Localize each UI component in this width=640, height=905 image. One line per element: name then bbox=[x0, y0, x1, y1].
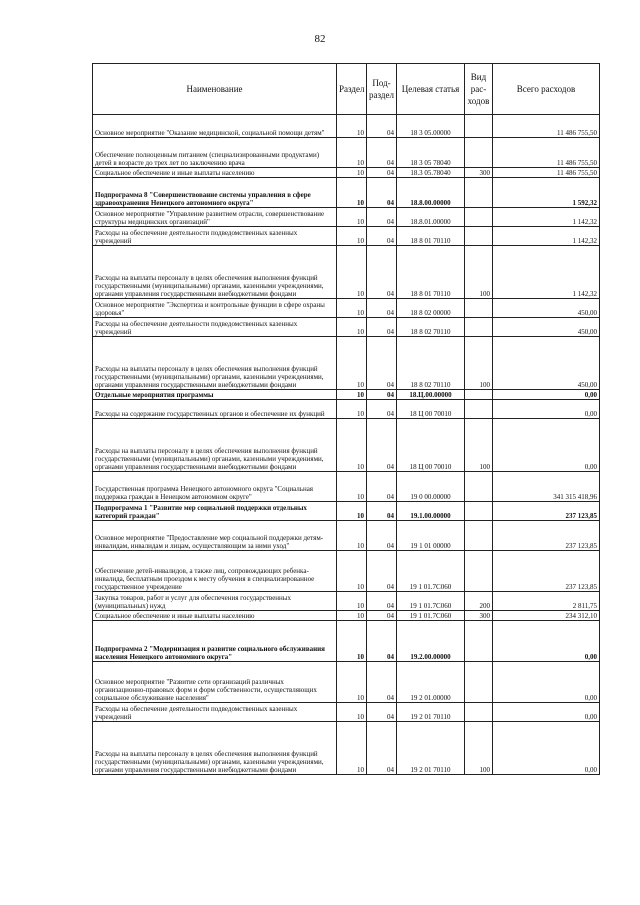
table-row bbox=[93, 168, 600, 178]
cell-subsection: 04 bbox=[367, 246, 397, 299]
cell-type bbox=[465, 662, 493, 703]
cell-section: 10 bbox=[337, 178, 367, 208]
cell-name: Государственная программа Ненецкого автономного округа "Социальная поддержка граждан в Ненецком автономном округе" bbox=[93, 472, 337, 502]
cell-target: 19 1 01.7C060 bbox=[397, 611, 465, 621]
cell-total: 237 123,85 bbox=[493, 551, 600, 592]
table-row bbox=[93, 592, 600, 611]
cell-subsection: 04 bbox=[367, 502, 397, 521]
cell-total: 0,00 bbox=[493, 621, 600, 662]
cell-type bbox=[465, 551, 493, 592]
header-total: Всего расходов bbox=[493, 64, 600, 115]
cell-section: 10 bbox=[337, 337, 367, 390]
cell-section: 10 bbox=[337, 551, 367, 592]
page-number: 82 bbox=[314, 33, 326, 45]
cell-section: 10 bbox=[337, 318, 367, 337]
cell-type bbox=[465, 138, 493, 168]
cell-total: 341 315 418,96 bbox=[493, 472, 600, 502]
cell-total: 2 811,75 bbox=[493, 592, 600, 611]
cell-subsection: 04 bbox=[367, 390, 397, 400]
cell-name: Подпрограмма 8 "Совершенствование системы управления в сфере здравоохранения Ненецкого автономного округа" bbox=[93, 178, 337, 208]
cell-name: Расходы на содержание государственных органов и обеспечение их функций bbox=[93, 400, 337, 419]
cell-section: 10 bbox=[337, 227, 367, 246]
cell-subsection: 04 bbox=[367, 521, 397, 551]
cell-type: 100 bbox=[465, 419, 493, 472]
cell-total: 1 142,32 bbox=[493, 227, 600, 246]
cell-total: 237 123,85 bbox=[493, 502, 600, 521]
cell-section: 10 bbox=[337, 621, 367, 662]
table-row bbox=[93, 662, 600, 703]
cell-type bbox=[465, 299, 493, 318]
cell-section: 10 bbox=[337, 168, 367, 178]
cell-name: Основное мероприятие "Развитие сети организаций различных организационно-правовых форм и форм собственности, осуществляющих социальное обслуживание населения" bbox=[93, 662, 337, 703]
table-row bbox=[93, 178, 600, 208]
cell-target: 18 8 02 70110 bbox=[397, 318, 465, 337]
table-row bbox=[93, 551, 600, 592]
cell-total: 450,00 bbox=[493, 337, 600, 390]
cell-type: 100 bbox=[465, 722, 493, 775]
table-row bbox=[93, 246, 600, 299]
cell-total: 11 486 755,50 bbox=[493, 115, 600, 138]
header-section: Раздел bbox=[337, 64, 367, 115]
cell-name: Расходы на выплаты персоналу в целях обеспечения выполнения функций государственными (муниципальными) органами, казенными учреждениями, органами управления государственными внебюджетными фондами bbox=[93, 419, 337, 472]
header-type: Вид рас-ходов bbox=[465, 64, 493, 115]
cell-type bbox=[465, 703, 493, 722]
table-row bbox=[93, 227, 600, 246]
cell-type bbox=[465, 621, 493, 662]
cell-subsection: 04 bbox=[367, 115, 397, 138]
cell-total: 234 312,10 bbox=[493, 611, 600, 621]
cell-target: 18 3 05 78040 bbox=[397, 138, 465, 168]
cell-total: 450,00 bbox=[493, 299, 600, 318]
table-row bbox=[93, 208, 600, 227]
cell-type: 300 bbox=[465, 611, 493, 621]
cell-name: Расходы на выплаты персоналу в целях обеспечения выполнения функций государственными (муниципальными) органами, казенными учреждениями, органами управления государственными внебюджетными фондами bbox=[93, 722, 337, 775]
budget-table bbox=[92, 63, 600, 775]
cell-section: 10 bbox=[337, 662, 367, 703]
cell-type bbox=[465, 115, 493, 138]
table-row bbox=[93, 703, 600, 722]
cell-target: 18.3 05.78040 bbox=[397, 168, 465, 178]
cell-type: 200 bbox=[465, 592, 493, 611]
cell-subsection: 04 bbox=[367, 208, 397, 227]
cell-type bbox=[465, 390, 493, 400]
cell-total: 0,00 bbox=[493, 722, 600, 775]
cell-type bbox=[465, 521, 493, 551]
cell-total: 11 486 755,50 bbox=[493, 168, 600, 178]
cell-target: 18 Ц 00 70010 bbox=[397, 400, 465, 419]
cell-type bbox=[465, 318, 493, 337]
cell-section: 10 bbox=[337, 246, 367, 299]
table-row bbox=[93, 299, 600, 318]
cell-type bbox=[465, 472, 493, 502]
cell-type bbox=[465, 208, 493, 227]
cell-subsection: 04 bbox=[367, 299, 397, 318]
cell-subsection: 04 bbox=[367, 662, 397, 703]
cell-target: 19 2 01.00000 bbox=[397, 662, 465, 703]
cell-name: Расходы на выплаты персоналу в целях обеспечения выполнения функций государственными (муниципальными) органами, казенными учреждениями, органами управления государственными внебюджетными фондами bbox=[93, 246, 337, 299]
cell-subsection: 04 bbox=[367, 318, 397, 337]
table-header-row bbox=[93, 64, 600, 115]
cell-section: 10 bbox=[337, 472, 367, 502]
cell-target: 19.2.00.00000 bbox=[397, 621, 465, 662]
cell-target: 19 2 01 70110 bbox=[397, 703, 465, 722]
cell-subsection: 04 bbox=[367, 168, 397, 178]
header-name: Наименование bbox=[93, 64, 337, 115]
cell-total: 0,00 bbox=[493, 400, 600, 419]
table-body bbox=[93, 115, 600, 775]
cell-subsection: 04 bbox=[367, 611, 397, 621]
table-row bbox=[93, 115, 600, 138]
cell-name: Социальное обеспечение и иные выплаты населению bbox=[93, 611, 337, 621]
table-row bbox=[93, 419, 600, 472]
header-target: Целевая статья bbox=[397, 64, 465, 115]
cell-target: 19 1 01 00000 bbox=[397, 521, 465, 551]
cell-name: Расходы на обеспечение деятельности подведомственных казенных учреждений bbox=[93, 227, 337, 246]
cell-total: 1 142,32 bbox=[493, 208, 600, 227]
cell-total: 0,00 bbox=[493, 662, 600, 703]
cell-subsection: 04 bbox=[367, 419, 397, 472]
cell-target: 19 1 01.7C060 bbox=[397, 551, 465, 592]
cell-subsection: 04 bbox=[367, 400, 397, 419]
cell-section: 10 bbox=[337, 521, 367, 551]
table-row bbox=[93, 390, 600, 400]
cell-target: 19.1.00.00000 bbox=[397, 502, 465, 521]
cell-total: 237 123,85 bbox=[493, 521, 600, 551]
cell-section: 10 bbox=[337, 703, 367, 722]
cell-subsection: 04 bbox=[367, 722, 397, 775]
cell-subsection: 04 bbox=[367, 703, 397, 722]
cell-section: 10 bbox=[337, 115, 367, 138]
cell-subsection: 04 bbox=[367, 551, 397, 592]
cell-name: Социальное обеспечение и иные выплаты населению bbox=[93, 168, 337, 178]
cell-name: Основное мероприятие "Экспертиза и контрольные функции в сфере охраны здоровья" bbox=[93, 299, 337, 318]
cell-target: 18 3 05.00000 bbox=[397, 115, 465, 138]
cell-subsection: 04 bbox=[367, 621, 397, 662]
cell-target: 19 1 01.7C060 bbox=[397, 592, 465, 611]
cell-target: 19 2 01 70110 bbox=[397, 722, 465, 775]
cell-name: Отдельные мероприятия программы bbox=[93, 390, 337, 400]
cell-name: Расходы на обеспечение деятельности подведомственных казенных учреждений bbox=[93, 318, 337, 337]
table-row bbox=[93, 472, 600, 502]
cell-section: 10 bbox=[337, 502, 367, 521]
cell-section: 10 bbox=[337, 592, 367, 611]
cell-type: 300 bbox=[465, 168, 493, 178]
cell-name: Подпрограмма 2 "Модернизация и развитие социального обслуживания населения Ненецкого автономного округа" bbox=[93, 621, 337, 662]
cell-section: 10 bbox=[337, 208, 367, 227]
table-row bbox=[93, 138, 600, 168]
cell-section: 10 bbox=[337, 419, 367, 472]
cell-name: Подпрограмма 1 "Развитие мер социальной поддержки отдельных категорий граждан" bbox=[93, 502, 337, 521]
cell-name: Обеспечение полноценным питанием (специализированными продуктами) детей в возрасте до трех лет по заключению врача bbox=[93, 138, 337, 168]
cell-subsection: 04 bbox=[367, 337, 397, 390]
cell-subsection: 04 bbox=[367, 592, 397, 611]
cell-target: 18 8 01 70110 bbox=[397, 246, 465, 299]
cell-section: 10 bbox=[337, 722, 367, 775]
cell-total: 0,00 bbox=[493, 703, 600, 722]
cell-name: Основное мероприятие "Оказание медицинской, социальной помощи детям" bbox=[93, 115, 337, 138]
table-row bbox=[93, 502, 600, 521]
table-row bbox=[93, 337, 600, 390]
cell-target: 18 8 02 00000 bbox=[397, 299, 465, 318]
cell-section: 10 bbox=[337, 138, 367, 168]
cell-total: 0,00 bbox=[493, 419, 600, 472]
cell-target: 18.Ц.00.00000 bbox=[397, 390, 465, 400]
cell-name: Основное мероприятие "Управление развитием отрасли, совершенствование структуры медицинских организаций" bbox=[93, 208, 337, 227]
cell-name: Основное мероприятие "Предоставление мер социальной поддержки детям-инвалидам, инвалидам и лицам, осуществляющим за ними уход" bbox=[93, 521, 337, 551]
cell-subsection: 04 bbox=[367, 472, 397, 502]
cell-section: 10 bbox=[337, 611, 367, 621]
cell-total: 1 142,32 bbox=[493, 246, 600, 299]
cell-target: 18 8 01 70110 bbox=[397, 227, 465, 246]
cell-target: 18 Ц 00 70010 bbox=[397, 419, 465, 472]
cell-total: 1 592,32 bbox=[493, 178, 600, 208]
cell-type: 100 bbox=[465, 337, 493, 390]
cell-subsection: 04 bbox=[367, 178, 397, 208]
cell-type bbox=[465, 400, 493, 419]
table-row bbox=[93, 621, 600, 662]
cell-total: 450,00 bbox=[493, 318, 600, 337]
cell-target: 18 8 02 70110 bbox=[397, 337, 465, 390]
header-subsection: Под-раздел bbox=[367, 64, 397, 115]
cell-section: 10 bbox=[337, 390, 367, 400]
table-row bbox=[93, 521, 600, 551]
cell-total: 11 486 755,50 bbox=[493, 138, 600, 168]
cell-name: Расходы на выплаты персоналу в целях обеспечения выполнения функций государственными (муниципальными) органами, казенными учреждениями, органами управления государственными внебюджетными фондами bbox=[93, 337, 337, 390]
cell-type bbox=[465, 502, 493, 521]
cell-target: 18.8.01.00000 bbox=[397, 208, 465, 227]
cell-type bbox=[465, 178, 493, 208]
table-row bbox=[93, 722, 600, 775]
cell-target: 18.8.00.00000 bbox=[397, 178, 465, 208]
cell-section: 10 bbox=[337, 299, 367, 318]
table-row bbox=[93, 611, 600, 621]
cell-name: Расходы на обеспечение деятельности подведомственных казенных учреждений bbox=[93, 703, 337, 722]
cell-total: 0,00 bbox=[493, 390, 600, 400]
cell-subsection: 04 bbox=[367, 227, 397, 246]
cell-type: 100 bbox=[465, 246, 493, 299]
cell-type bbox=[465, 227, 493, 246]
table-row bbox=[93, 318, 600, 337]
cell-name: Обеспечение детей-инвалидов, а также лиц, сопровождающих ребенка-инвалида, бесплатным проездом к месту обучения в специализированное государственное учреждение bbox=[93, 551, 337, 592]
cell-name: Закупка товаров, работ и услуг для обеспечения государственных (муниципальных) нужд bbox=[93, 592, 337, 611]
cell-subsection: 04 bbox=[367, 138, 397, 168]
table-row bbox=[93, 400, 600, 419]
cell-target: 19 0 00.00000 bbox=[397, 472, 465, 502]
cell-section: 10 bbox=[337, 400, 367, 419]
